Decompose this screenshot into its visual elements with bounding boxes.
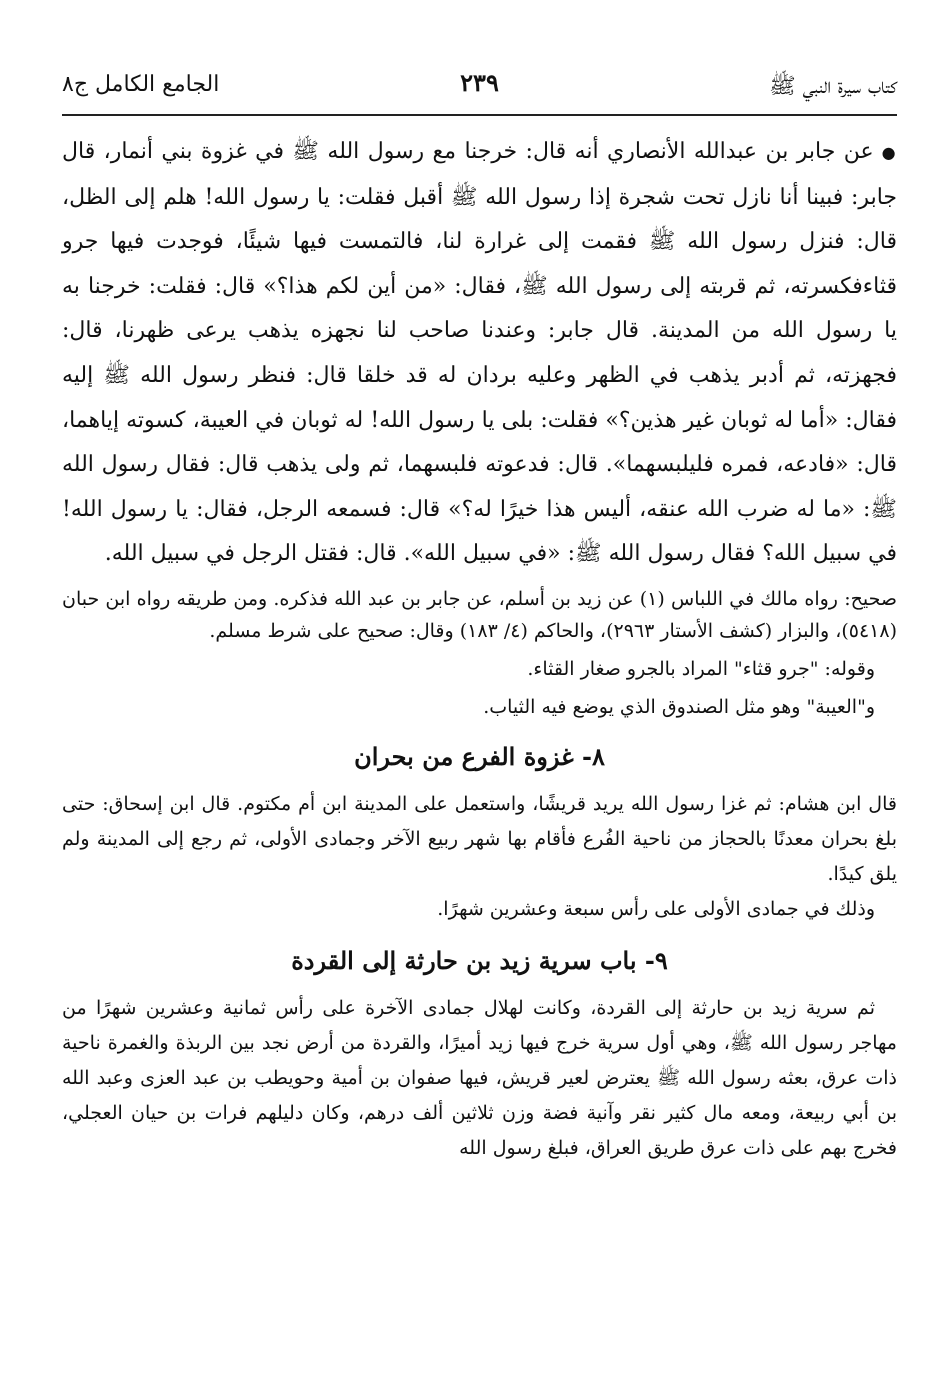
hadith-paragraph bbox=[62, 130, 897, 577]
explanation-note: و"العيبة" وهو مثل الصندوق الذي يوضع فيه الثياب. bbox=[483, 695, 875, 718]
bullet-icon: ● bbox=[881, 143, 897, 162]
section-heading: ٨- غزوة الفرع من بحران bbox=[354, 741, 605, 771]
section-heading: ٩- باب سرية زيد بن حارثة إلى القردة bbox=[291, 945, 668, 975]
collection-title: الجامع الكامل ج٨ bbox=[62, 72, 220, 97]
takhrij-note: صحيح: رواه مالك في اللباس (١) عن زيد بن أسلم، عن جابر بن عبد الله فذكره. ومن طريقه رواه ابن حبان (٥٤١٨)، والبزار (كشف الأستار ٢٩٦٣)، والحاكم (٤/ ١٨٣) وقال: صحيح على شرط مسلم. bbox=[62, 587, 897, 642]
section-paragraph: قال ابن هشام: ثم غزا رسول الله يريد قريشًا، واستعمل على المدينة ابن أم مكتوم. قال ابن إسحاق: حتى بلغ بحران معدنًا بالحجاز من ناحية الفُرع فأقام بها شهر ربيع الآخر وجمادى الأولى، ثم رجع إلى المدينة ولم يلق كيدًا. bbox=[62, 792, 897, 885]
book-title: كتاب سيرة النبي ﷺ bbox=[769, 74, 897, 99]
page-number: ٢٣٩ bbox=[460, 68, 499, 97]
hadith-text: عن جابر بن عبدالله الأنصاري أنه قال: خرجنا مع رسول الله ﷺ في غزوة بني أنمار، قال جابر: فبينا أنا نازل تحت شجرة إذا رسول الله ﷺ أقبل فقلت: يا رسول الله! هلم إلى الظل، قال: فنزل رسول الله ﷺ فقمت إلى غرارة لنا، فالتمست فيها شيئًا، فوجدت فيها جرو قثاءفكسرته، ثم قربته إلى رسول الله ﷺ، فقال: «من أين لكم هذا؟» قال: فقلت: خرجنا به يا رسول الله من المدينة. قال جابر: وعندنا صاحب لنا نجهزه يذهب يرعى ظهرنا، قال: فجهزته، ثم أدبر يذهب في الظهر وعليه بردان له قد خلقا قال: فنظر رسول الله ﷺ إليه فقال: «أما له ثوبان غير هذين؟» فقلت: بلى يا رسول الله! له ثوبان في العيبة، كسوته إياهما، قال: «فادعه، فمره فليلبسهما». قال: فدعوته فلبسهما، ثم ولى يذهب قال: فقال رسول الله ﷺ: «ما له ضرب الله عنقه، أليس هذا خيرًا له؟» قال: فسمعه الرجل، فقال: يا رسول الله! في سبيل الله؟ فقال رسول الله ﷺ: «في سبيل الله». قال: فقتل الرجل في سبيل الله. bbox=[62, 139, 897, 567]
header-divider bbox=[62, 114, 897, 116]
explanation-note: وقوله: "جرو قثاء" المراد بالجرو صغار القثاء. bbox=[527, 657, 875, 680]
section-paragraph: ثم سرية زيد بن حارثة إلى القردة، وكانت لهلال جمادى الآخرة على رأس ثمانية وعشرين شهرًا من مهاجر رسول الله ﷺ، وهي أول سرية خرج فيها زيد أميرًا، والقردة من أرض نجد بين الربذة والغمرة ناحية ذات عرق، بعثه رسول الله ﷺ يعترض لعير قريش، فيها صفوان بن أمية وحويطب بن عبد العزى وعبد الله بن أبي ربيعة، ومعه مال كثير نقر وآنية فضة وزن ثلاثين ألف درهم، وكان دليلهم فرات بن حيان العجلي، فخرج بهم على ذات عرق طريق العراق، فبلغ رسول الله bbox=[62, 996, 897, 1159]
page-body bbox=[62, 130, 897, 1166]
running-header bbox=[62, 66, 897, 106]
section-paragraph: وذلك في جمادى الأولى على رأس سبعة وعشرين شهرًا. bbox=[437, 897, 875, 920]
